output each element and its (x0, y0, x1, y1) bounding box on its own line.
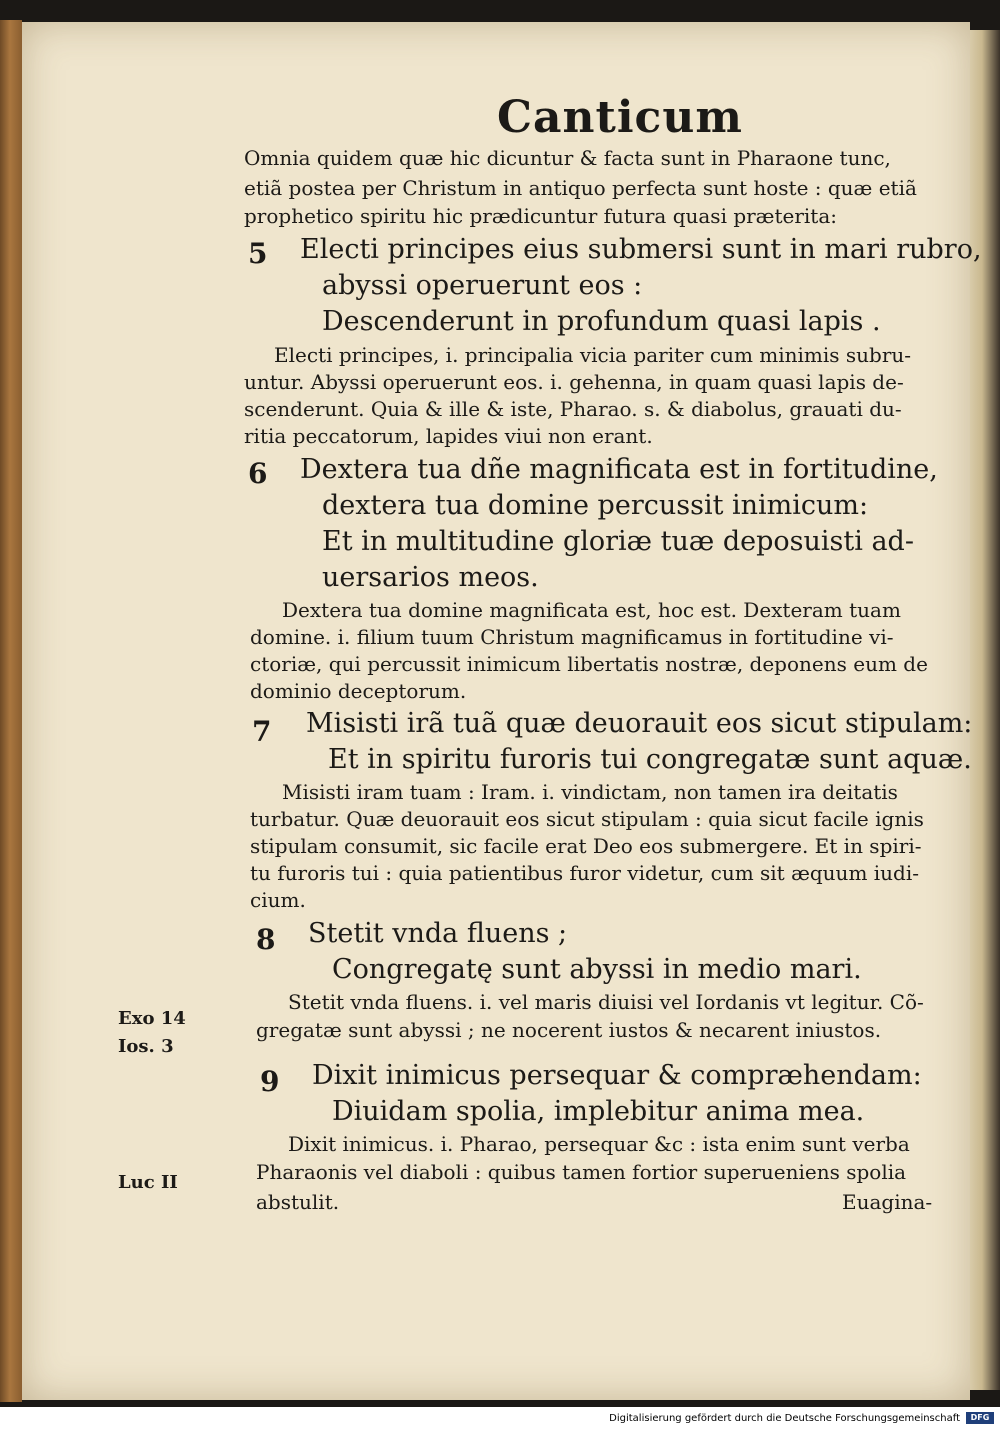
commentary-line: Stetit vnda fluens. i. vel maris diuisi vel Iordanis vt legitur. Cõ- (288, 990, 924, 1014)
commentary-line: gregatæ sunt abyssi ; ne nocerent iustos & necarent iniustos. (256, 1018, 882, 1042)
commentary-line: Electi principes, i. principalia vicia pariter cum minimis subru- (274, 343, 912, 367)
commentary-line: stipulam consumit, sic facile erat Deo eos submergere. Et in spiri- (250, 834, 922, 858)
commentary-line: cium. (250, 888, 306, 912)
commentary-line: ritia peccatorum, lapides viui non erant. (244, 424, 653, 448)
commentary-line: ctoriæ, qui percussit inimicum libertatis nostræ, deponens eum de (250, 652, 928, 676)
commentary-line: dominio deceptorum. (250, 679, 467, 703)
verse-line: uersarios meos. (322, 562, 539, 593)
commentary-line: Dextera tua domine magnificata est, hoc est. Dexteram tuam (282, 598, 901, 622)
verse-line: Diuidam spolia, implebitur anima mea. (332, 1096, 865, 1127)
commentary-line: untur. Abyssi operuerunt eos. i. gehenna, in quam quasi lapis de- (244, 370, 904, 394)
verse-line: dextera tua domine percussit inimicum: (322, 490, 869, 521)
commentary-line: abstulit. (256, 1190, 340, 1214)
margin-reference-ios: Ios. 3 (118, 1036, 174, 1057)
commentary-line: Dixit inimicus. i. Pharao, persequar &c : ista enim sunt verba (288, 1132, 910, 1156)
footer-funding-text: Digitalisierung gefördert durch die Deutsche Forschungsgemeinschaft (609, 1413, 960, 1424)
verse-line: abyssi operuerunt eos : (322, 270, 643, 301)
margin-reference-exo: Exo 14 (118, 1008, 186, 1029)
commentary-line: Pharaonis vel diaboli : quibus tamen fortior superueniens spolia (256, 1160, 907, 1184)
verse-line: Congregatę sunt abyssi in medio mari. (332, 954, 862, 985)
commentary-line: domine. i. filium tuum Christum magnificamus in fortitudine vi- (250, 625, 894, 649)
verse-number: 8 (256, 923, 276, 956)
verse-line: Descenderunt in profundum quasi lapis . (322, 306, 881, 337)
verse-line: Stetit vnda fluens ; (308, 918, 568, 949)
verse-number: 7 (252, 715, 272, 748)
intro-line: prophetico spiritu hic prædicuntur futura quasi præterita: (244, 204, 838, 228)
verse-line: Et in multitudine gloriæ tuæ deposuisti ad- (322, 526, 914, 557)
commentary-line: scenderunt. Quia & ille & iste, Pharao. s. & diabolus, grauati du- (244, 397, 902, 421)
verse-line: Et in spiritu furoris tui congregatæ sunt aquæ. (328, 744, 972, 775)
catchword: Euagina- (842, 1190, 933, 1214)
verse-line: Electi principes eius submersi sunt in mari rubro, (300, 234, 982, 265)
verse-line: Misisti irã tuã quæ deuorauit eos sicut stipulam: (306, 708, 973, 739)
verse-number: 9 (260, 1065, 280, 1098)
commentary-line: turbatur. Quæ deuorauit eos sicut stipulam : quia sicut facile ignis (250, 807, 924, 831)
verse-line: Dextera tua dñe magnificata est in fortitudine, (300, 454, 938, 485)
book-spine (0, 20, 22, 1402)
intro-line: etiã postea per Christum in antiquo perfecta sunt hoste : quæ etiã (244, 176, 917, 200)
dfg-logo: DFG (966, 1412, 994, 1424)
page-title: Canticum (497, 92, 743, 143)
commentary-line: Misisti iram tuam : Iram. i. vindictam, non tamen ira deitatis (282, 780, 898, 804)
margin-reference-luc: Luc II (118, 1172, 178, 1193)
intro-line: Omnia quidem quæ hic dicuntur & facta sunt in Pharaone tunc, (244, 146, 891, 170)
verse-line: Dixit inimicus persequar & compræhendam: (312, 1060, 922, 1091)
commentary-line: tu furoris tui : quia patientibus furor videtur, cum sit æquum iudi- (250, 861, 919, 885)
verse-number: 6 (248, 457, 268, 490)
verse-number: 5 (248, 237, 268, 270)
